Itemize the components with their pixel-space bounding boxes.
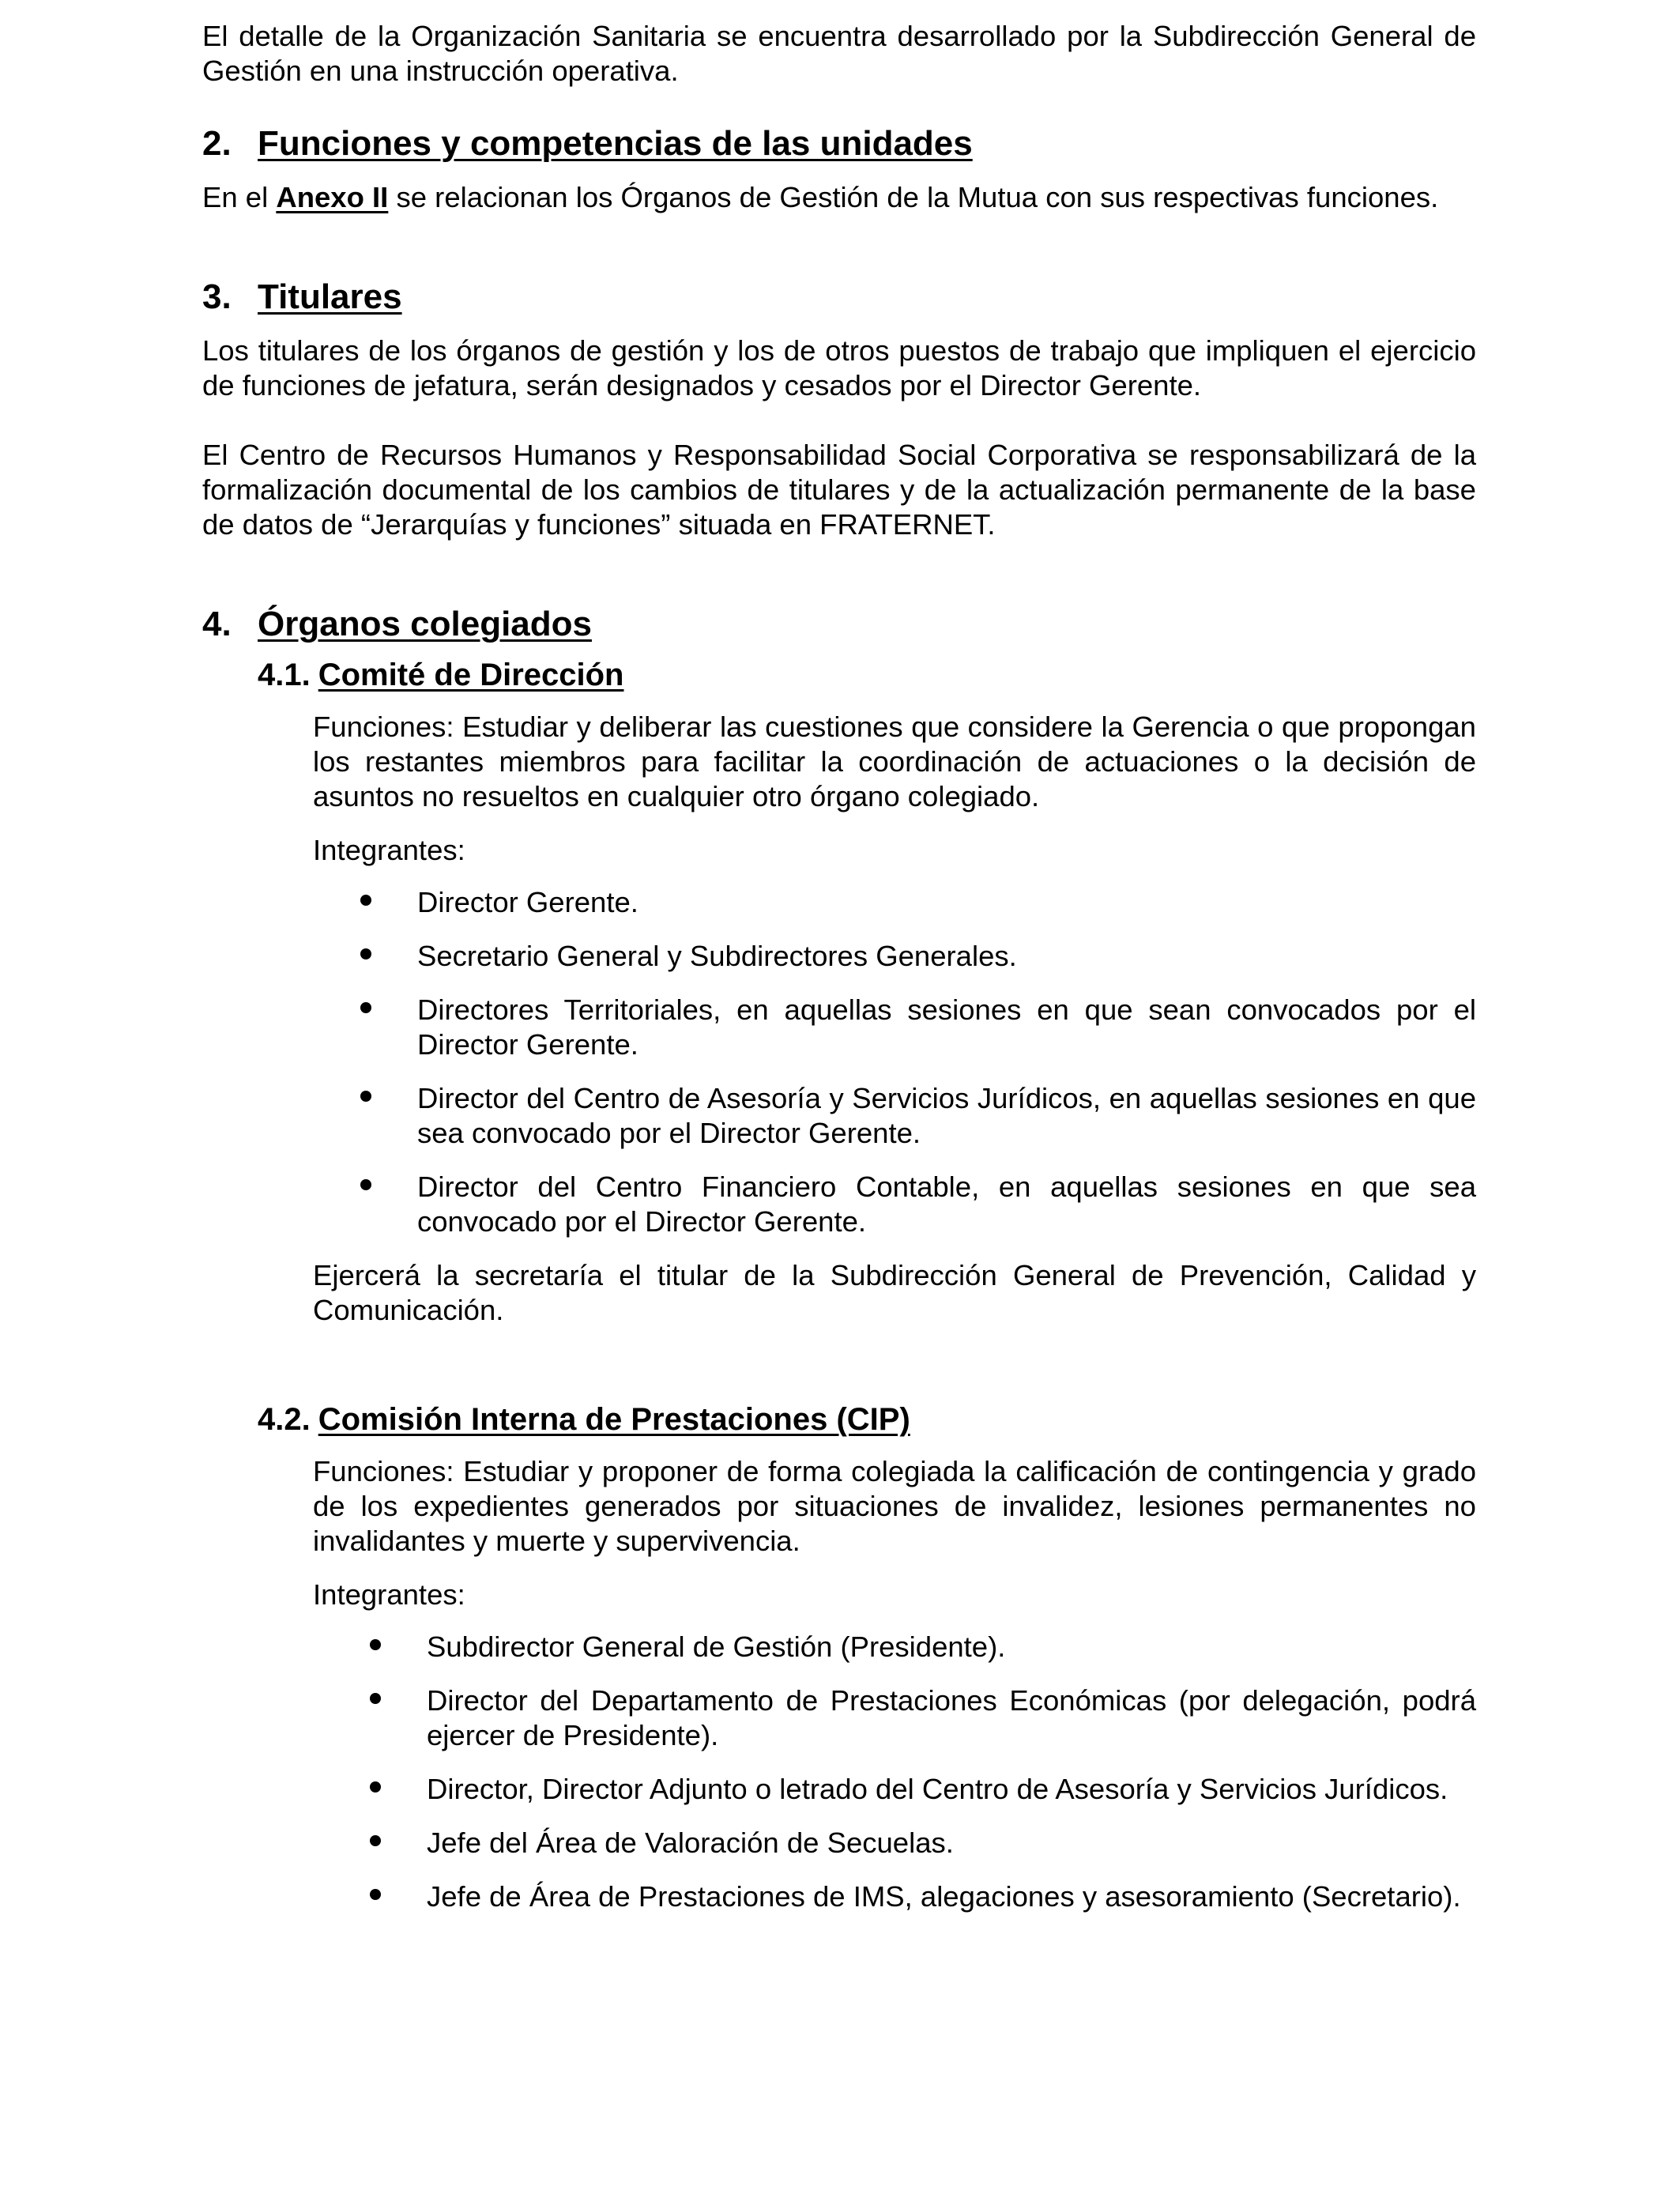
bullet-icon (370, 1693, 381, 1704)
section-4-1-members-list (417, 885, 1476, 1239)
section-2-heading (202, 123, 1476, 164)
section-4-2-integrantes-label: Integrantes: (313, 1578, 465, 1611)
list-item (427, 1879, 1476, 1914)
section-4-2-funciones: Funciones: Estudiar y proponer de forma colegiada la calificación de contingencia y grado de los expedientes generados por situaciones de invalidez, lesiones permanentes no invalidantes y muerte y supervivencia. (313, 1455, 1476, 1557)
section-4-1-funciones: Funciones: Estudiar y deliberar las cuestiones que considere la Gerencia o que propongan los restantes miembros para facilitar la coordinación de actuaciones o la decisión de asuntos no resueltos en cualquier otro órgano colegiado. (313, 711, 1476, 812)
bullet-icon (370, 1835, 381, 1846)
section-4-2-number: 4.2. (258, 1402, 311, 1437)
section-4-2-members-list (427, 1630, 1476, 1914)
member-text: Director, Director Adjunto o letrado del Centro de Asesoría y Servicios Jurídicos. (427, 1773, 1448, 1805)
section-3-paragraph-2: El Centro de Recursos Humanos y Responsabilidad Social Corporativa se responsabilizará de la formalización documental de los cambios de titulares y de la actualización permanente de la base de datos de “Jerarquías y funciones” situada en FRATERNET. (202, 439, 1476, 541)
list-item (417, 1170, 1476, 1239)
section-4-heading (202, 604, 1476, 645)
list-item (427, 1772, 1476, 1807)
section-3-paragraph-1: Los titulares de los órganos de gestión y los de otros puestos de trabajo que impliquen el ejercicio de funciones de jefatura, serán designados y cesados por el Director Gerente. (202, 334, 1476, 401)
section-4-1-integrantes-label: Integrantes: (313, 834, 465, 866)
section-4-number: 4. (202, 605, 232, 643)
section-4-1-secretaria: Ejercerá la secretaría el titular de la Subdirección General de Prevención, Calidad y Comunicación. (313, 1259, 1476, 1326)
document-page (202, 19, 1476, 1933)
list-item (417, 1081, 1476, 1151)
member-text: Director del Departamento de Prestaciones Económicas (por delegación, podrá ejercer de Presidente). (427, 1684, 1476, 1751)
member-text: Directores Territoriales, en aquellas sesiones en que sean convocados por el Director Gerente. (417, 993, 1476, 1061)
section-2-paragraph (202, 180, 1476, 215)
list-item (427, 1826, 1476, 1860)
bullet-icon (360, 1091, 371, 1102)
section-4-1-title: Comité de Dirección (318, 658, 624, 692)
member-text: Jefe de Área de Prestaciones de IMS, alegaciones y asesoramiento (Secretario). (427, 1880, 1461, 1913)
section-2-text-after: se relacionan los Órganos de Gestión de la Mutua con sus respectivas funciones. (388, 181, 1439, 213)
section-4-title: Órganos colegiados (258, 605, 592, 643)
bullet-icon (360, 948, 371, 959)
member-text: Director Gerente. (417, 886, 638, 918)
member-text: Director del Centro de Asesoría y Servicios Jurídicos, en aquellas sesiones en que sea convocado por el Director Gerente. (417, 1082, 1476, 1149)
section-3-heading (202, 277, 1476, 318)
section-4-2-heading (258, 1400, 1476, 1438)
member-text: Director del Centro Financiero Contable, en aquellas sesiones en que sea convocado por el Director Gerente. (417, 1171, 1476, 1238)
section-4-1-number: 4.1. (258, 658, 311, 692)
section-3-title: Titulares (258, 277, 402, 316)
section-4-1-heading (258, 656, 1476, 694)
bullet-icon (360, 1002, 371, 1013)
bullet-icon (360, 1179, 371, 1190)
anexo-ii-link[interactable]: Anexo II (276, 181, 389, 213)
bullet-icon (370, 1889, 381, 1900)
member-text: Jefe del Área de Valoración de Secuelas. (427, 1826, 954, 1859)
bullet-icon (360, 895, 371, 906)
section-2-text-before: En el (202, 181, 277, 213)
bullet-icon (370, 1639, 381, 1650)
list-item (417, 939, 1476, 974)
bullet-icon (370, 1781, 381, 1793)
intro-paragraph: El detalle de la Organización Sanitaria se encuentra desarrollado por la Subdirección General de Gestión en una instrucción operativa. (202, 20, 1476, 87)
section-3-number: 3. (202, 277, 232, 316)
section-2-number: 2. (202, 124, 232, 163)
list-item (417, 993, 1476, 1062)
section-2-title: Funciones y competencias de las unidades (258, 124, 973, 163)
member-text: Subdirector General de Gestión (Presidente). (427, 1630, 1006, 1663)
list-item (427, 1630, 1476, 1664)
list-item (427, 1683, 1476, 1753)
member-text: Secretario General y Subdirectores Generales. (417, 940, 1017, 972)
section-4-2-title: Comisión Interna de Prestaciones (CIP) (318, 1402, 910, 1437)
list-item (417, 885, 1476, 920)
